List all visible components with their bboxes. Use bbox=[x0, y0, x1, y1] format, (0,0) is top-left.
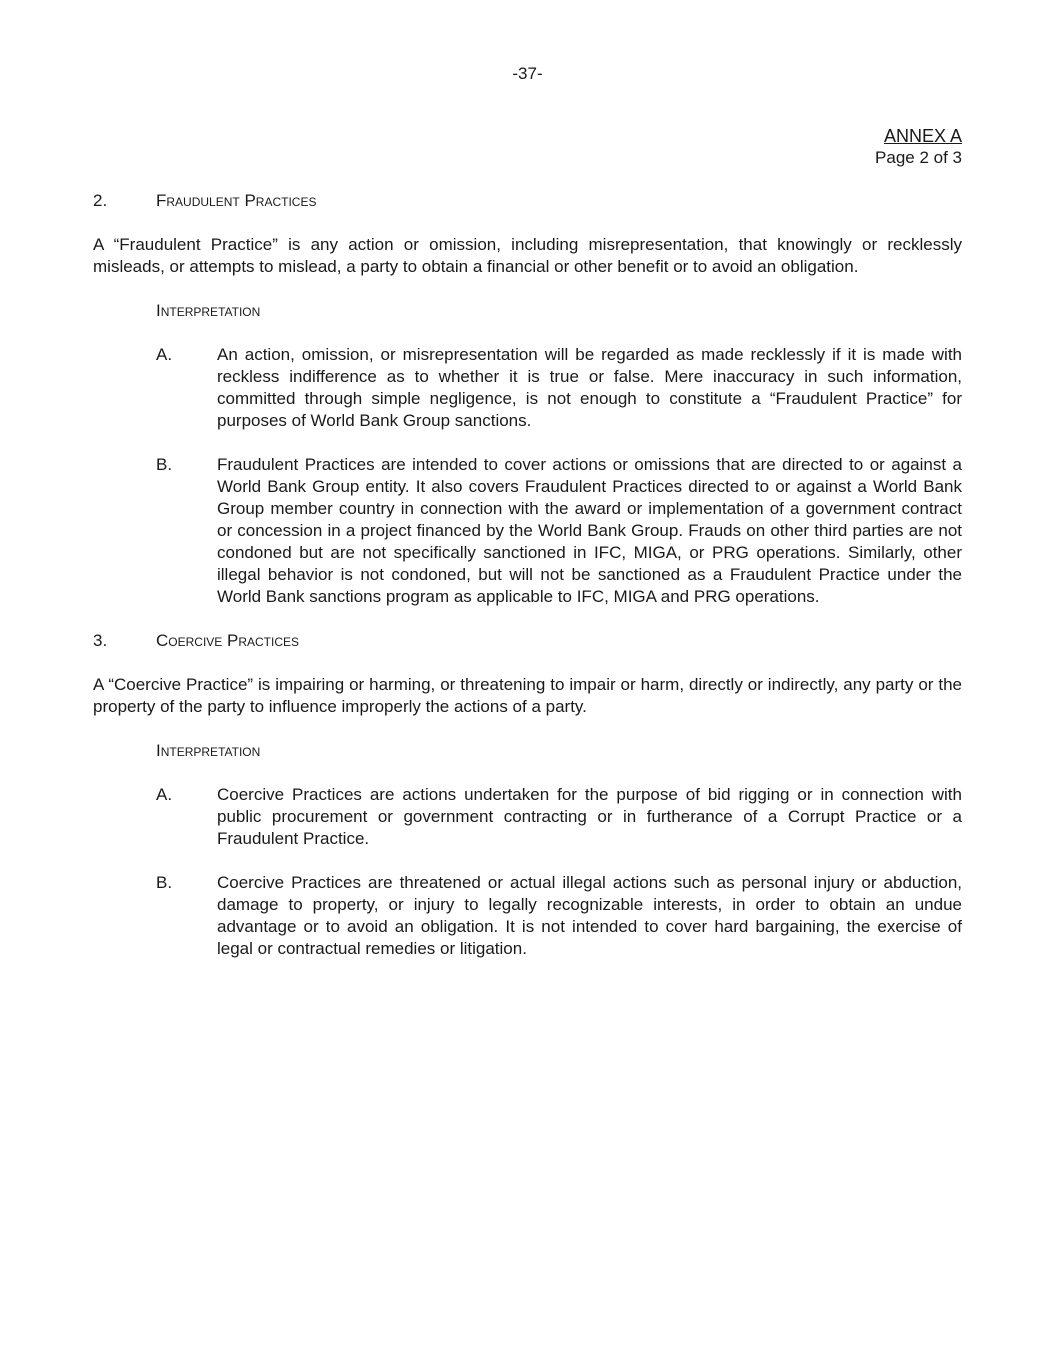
interpretation-item bbox=[156, 784, 962, 850]
section-heading bbox=[93, 630, 962, 652]
item-letter: A. bbox=[156, 785, 173, 804]
annex-header bbox=[875, 125, 962, 169]
section-definition: A “Coercive Practice” is impairing or harming, or threatening to impair or harm, directly or indirectly, any party or the property of the party to influence improperly the actions of a party. bbox=[93, 675, 962, 716]
section-heading bbox=[93, 190, 962, 212]
interpretation-heading: Interpretation bbox=[156, 301, 261, 320]
document-body bbox=[93, 190, 962, 960]
interpretation-item bbox=[156, 872, 962, 960]
interpretation-item bbox=[156, 454, 962, 608]
item-text: Coercive Practices are actions undertaken for the purpose of bid rigging or in connection with public procurement or government contracting or in furtherance of a Corrupt Practice or a Fraudulent Practice. bbox=[217, 785, 962, 848]
page-number: -37- bbox=[512, 64, 543, 83]
interpretation-heading: Interpretation bbox=[156, 741, 261, 760]
item-letter: A. bbox=[156, 345, 173, 364]
annex-page-indicator: Page 2 of 3 bbox=[875, 148, 962, 167]
interpretation-item bbox=[156, 344, 962, 432]
section-fraudulent-practices bbox=[93, 190, 962, 608]
section-number: 3. bbox=[93, 631, 108, 650]
section-definition: A “Fraudulent Practice” is any action or omission, including misrepresentation, that knowingly or recklessly misleads, or attempts to mislead, a party to obtain a financial or other benefit or to avoid an obligation. bbox=[93, 235, 962, 276]
section-coercive-practices bbox=[93, 630, 962, 960]
annex-title: ANNEX A bbox=[883, 126, 962, 146]
section-title: Fraudulent Practices bbox=[156, 191, 317, 210]
item-text: An action, omission, or misrepresentation will be regarded as made recklessly if it is made with reckless indifference as to whether it is true or false. Mere inaccuracy in such information, committed through simple negligence, is not enough to constitute a “Fraudulent Practice” for purposes of World Bank Group sanctions. bbox=[217, 345, 962, 430]
item-text: Fraudulent Practices are intended to cover actions or omissions that are directed to or against a World Bank Group entity. It also covers Fraudulent Practices directed to or against a World Bank Group member country in connection with the award or implementation of a government contract or concession in a project financed by the World Bank Group. Frauds on other third parties are not condoned but are not specifically sanctioned in IFC, MIGA, or PRG operations. Similarly, other illegal behavior is not condoned, but will not be sanctioned as a Fraudulent Practice under the World Bank sanctions program as applicable to IFC, MIGA and PRG operations. bbox=[217, 455, 962, 606]
section-title: Coercive Practices bbox=[156, 631, 300, 650]
item-letter: B. bbox=[156, 455, 173, 474]
item-text: Coercive Practices are threatened or actual illegal actions such as personal injury or abduction, damage to property, or injury to legally recognizable interests, in order to obtain an undue advantage or to avoid an obligation. It is not intended to cover hard bargaining, the exercise of legal or contractual remedies or litigation. bbox=[217, 873, 962, 958]
section-number: 2. bbox=[93, 191, 108, 210]
item-letter: B. bbox=[156, 873, 173, 892]
